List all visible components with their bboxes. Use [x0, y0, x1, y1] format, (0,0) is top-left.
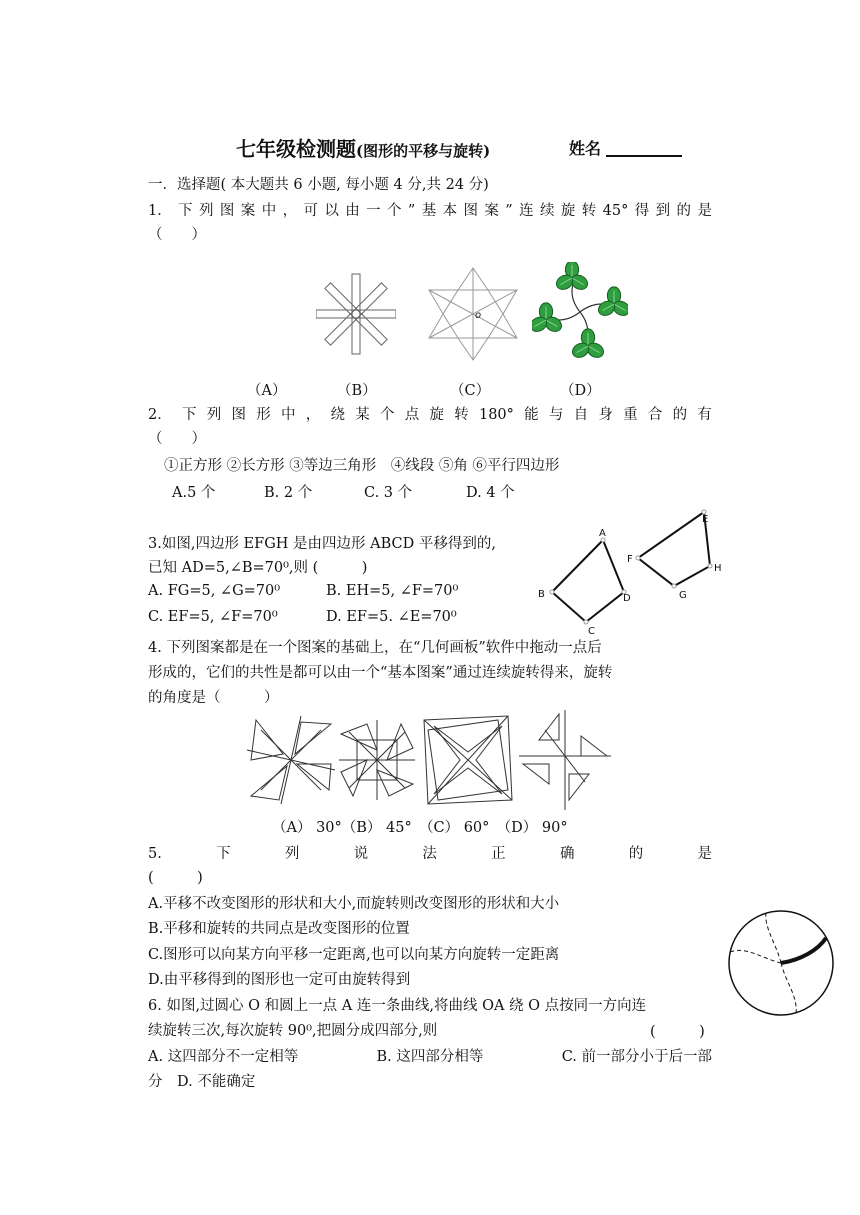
char: 说 — [353, 846, 369, 862]
char: 5. — [148, 846, 162, 862]
q5-option-a: A.平移不改变图形的形状和大小,而旋转则改变图形的形状和大小 — [148, 896, 560, 912]
q5-line1 — [148, 843, 712, 865]
char: ” — [407, 203, 416, 219]
quad-abcd — [552, 540, 624, 622]
point-label-a: A — [599, 528, 606, 539]
char: 的 — [672, 407, 688, 423]
char: 某 — [355, 407, 370, 423]
char: 以 — [324, 203, 339, 219]
q4-line3: 的角度是（ ） — [148, 690, 279, 706]
char: 中 — [280, 407, 296, 423]
q4-line2: 形成的，它们的共性是都可以由一个“基本图案”通过连续旋转得来，旋转 — [148, 665, 613, 681]
q3-option-b: B. EH=5, ∠F=70⁰ — [326, 583, 459, 599]
q3-option-d: D. EF=5. ∠E=70⁰ — [326, 609, 457, 625]
q1-label-b: （B） — [337, 383, 377, 399]
char: 本 — [442, 203, 458, 219]
q5-answer-paren: ( ) — [148, 870, 203, 886]
q3-option-a: A. FG=5, ∠G=70⁰ — [148, 583, 281, 599]
char: 自 — [573, 407, 589, 423]
q6-circle-figure — [726, 908, 836, 1018]
q1-figure-b-star — [428, 266, 518, 370]
char: 图 — [463, 203, 479, 219]
q1-figure-d-clover — [532, 262, 628, 362]
q6-option-c: C. 前一部分小于后一部 — [561, 1049, 712, 1065]
q5-option-b: B.平移和旋转的共同点是改变图形的位置 — [148, 921, 410, 937]
q4-figure-b — [334, 712, 420, 808]
section-header: 一．选择题( 本大题共 6 小题, 每小题 4 分,共 24 分) — [148, 177, 489, 193]
char: 合 — [647, 407, 663, 423]
quad-efgh — [638, 512, 710, 586]
char: ” — [505, 203, 513, 219]
char: 形 — [256, 407, 271, 423]
q2-answer-paren: （ ） — [148, 431, 206, 447]
char: 的 — [628, 846, 644, 862]
q2-items: ①正方形 ②长方形 ③等边三角形 ④线段 ⑤角 ⑥平行四边形 — [164, 458, 560, 474]
q2-option-a: A.5 个 — [172, 485, 216, 501]
char: 正 — [491, 846, 506, 862]
char: 是 — [697, 203, 712, 219]
q6-line2: 续旋转三次,每次旋转 90⁰,把圆分成四部分,则 — [148, 1023, 438, 1039]
char: 中 — [261, 203, 277, 219]
char: 转 — [454, 407, 469, 423]
q6-line3 — [148, 1046, 712, 1068]
char: 是 — [697, 846, 712, 862]
q3-line1: 3.如图,四边形 EFGH 是由四边形 ABCD 平移得到的, — [148, 536, 496, 552]
q2-line1 — [148, 404, 712, 426]
char: 个 — [387, 203, 402, 219]
char: 有 — [697, 407, 712, 423]
char: 一 — [366, 203, 381, 219]
point-label-h: H — [714, 563, 722, 574]
char: 案 — [240, 203, 256, 219]
q1-label-d: （D） — [560, 383, 601, 399]
point-label-g: G — [679, 590, 687, 601]
char: 180° — [478, 407, 514, 423]
name-blank-line[interactable] — [606, 155, 682, 157]
char: 列 — [284, 846, 300, 862]
q2-option-b: B. 2 个 — [264, 485, 313, 501]
q4-options: （A） 30°（B） 45° （C） 60° （D） 90° — [272, 820, 568, 836]
char: 个 — [379, 407, 395, 423]
q6-option-a: A. 这四部分不一定相等 — [148, 1049, 299, 1065]
char: 点 — [404, 407, 420, 423]
point-label-b: B — [538, 589, 545, 600]
point-label-e: E — [702, 514, 709, 525]
char: 案 — [484, 203, 499, 219]
char: 与 — [548, 407, 564, 423]
q1-figure-b-center-label: o — [475, 310, 482, 321]
q5-option-d: D.由平移得到的图形也一定可由旋转得到 — [148, 972, 411, 988]
char: 转 — [581, 203, 597, 219]
char: 身 — [598, 407, 613, 423]
char: 下 — [216, 846, 231, 862]
point-label-d: D — [623, 593, 631, 604]
title-subtitle: (图形的平移与旋转) — [356, 142, 491, 160]
char: 2． — [148, 407, 172, 423]
name-label: 姓名 — [569, 139, 602, 158]
char: 连 — [519, 203, 534, 219]
q1-label-a: （A） — [247, 383, 287, 399]
char: 45° — [602, 203, 629, 219]
char: 由 — [345, 203, 360, 219]
q2-option-c: C. 3 个 — [364, 485, 413, 501]
q3-option-c: C. EF=5, ∠F=70⁰ — [148, 609, 278, 625]
char: 得 — [634, 203, 650, 219]
char: 绕 — [330, 407, 345, 423]
char: 旋 — [560, 203, 576, 219]
q4-figure-c — [420, 712, 516, 808]
char: 旋 — [429, 407, 444, 423]
char: ， — [305, 407, 321, 423]
q4-line1: 4. 下列图案都是在一个图案的基础上，在“几何画板”软件中拖动一点后 — [148, 640, 602, 656]
char: 图 — [219, 203, 235, 219]
point-label-f: F — [627, 554, 633, 565]
q6-line4: 分 D. 不能确定 — [148, 1074, 256, 1090]
q1-figure-a-pinwheel — [316, 266, 396, 366]
char: 1． — [148, 203, 172, 219]
char: 列 — [199, 203, 214, 219]
char: 列 — [206, 407, 222, 423]
char: 确 — [559, 846, 575, 862]
q1-line1 — [148, 200, 712, 222]
char: 的 — [676, 203, 692, 219]
q6-option-b: B. 这四部分相等 — [376, 1049, 484, 1065]
char: 可 — [303, 203, 318, 219]
q2-option-d: D. 4 个 — [466, 485, 515, 501]
page-title — [236, 133, 490, 162]
q5-option-c: C.图形可以向某方向平移一定距离,也可以向某方向旋转一定距离 — [148, 947, 560, 963]
char: ， — [282, 203, 298, 219]
q3-line2: 已知 AD=5,∠B=70⁰,则 ( ) — [148, 560, 368, 576]
q3-quadrilateral-figure — [530, 506, 730, 636]
char: 基 — [421, 203, 437, 219]
char: 续 — [540, 203, 555, 219]
point-label-c: C — [588, 626, 595, 636]
q4-figure-a — [244, 712, 338, 808]
char: 到 — [655, 203, 671, 219]
char: 下 — [181, 407, 197, 423]
char: 法 — [422, 846, 437, 862]
q6-answer-paren: ( ) — [650, 1024, 705, 1040]
q1-answer-paren: （ ） — [148, 227, 206, 243]
char: 图 — [231, 407, 246, 423]
q1-label-c: （C） — [450, 383, 491, 399]
char: 能 — [524, 407, 539, 423]
q4-figure-d — [516, 708, 614, 812]
title-main: 七年级检测题 — [236, 137, 356, 161]
char: 下 — [178, 203, 193, 219]
char: 重 — [623, 407, 638, 423]
q6-line1: 6. 如图,过圆心 O 和圆上一点 A 连一条曲线,将曲线 OA 绕 O 点按同一方向连 — [148, 998, 647, 1014]
